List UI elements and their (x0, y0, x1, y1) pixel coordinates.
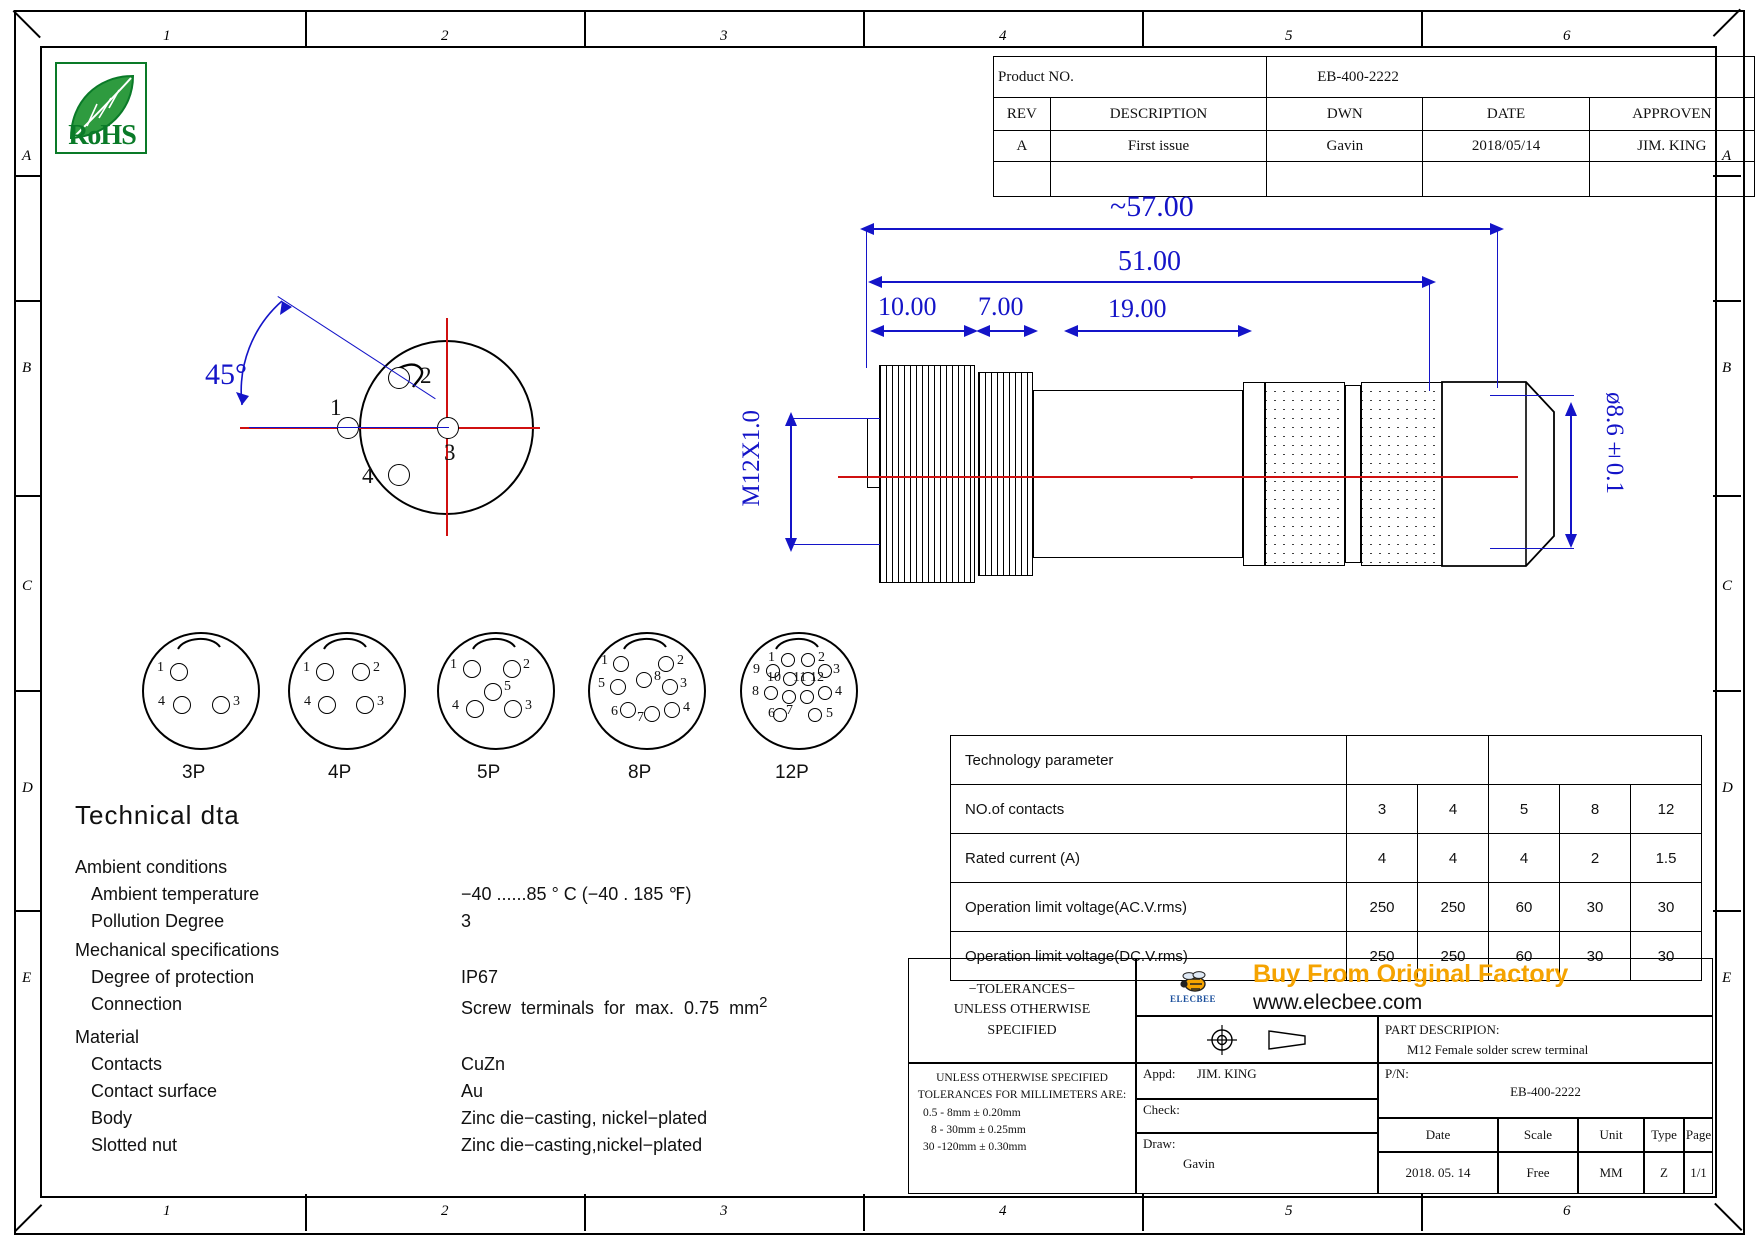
config-name-5p: 5P (477, 762, 501, 783)
rohs-logo (55, 62, 147, 154)
frame-col-label: 6 (1563, 28, 1571, 44)
section-head: Material (75, 1027, 140, 1047)
rev-dwn: Gavin (1267, 131, 1423, 162)
pin-label: 4 (452, 698, 459, 713)
frame-row-label: A (1722, 148, 1732, 164)
type-header: Type (1644, 1118, 1684, 1152)
tolerances-box (908, 958, 1136, 1063)
spec-label: Degree of protection (91, 967, 255, 987)
pin-label: 7 (786, 703, 793, 718)
frame-tick (584, 1194, 586, 1231)
rev-empty (1589, 162, 1754, 197)
table-row (994, 162, 1755, 197)
table-row (951, 785, 1702, 834)
keyway-notch (316, 633, 376, 663)
frame-tick (1142, 10, 1144, 46)
pin-hole (613, 656, 629, 672)
col-description: DESCRIPTION (1050, 98, 1266, 131)
appd-label: Appd: (1143, 1066, 1176, 1081)
pin-label: 2 (373, 660, 380, 675)
pin-hole (773, 708, 787, 722)
frame-tick (14, 690, 40, 692)
pin-hole (818, 686, 832, 700)
pin-label: 4 (835, 684, 842, 699)
frame-tick (1713, 690, 1741, 692)
revision-table (993, 56, 1755, 197)
frame-tick (863, 10, 865, 46)
frame-tick (14, 910, 40, 912)
elecbee-logo (1147, 964, 1239, 1010)
cell: 250 (1347, 932, 1418, 981)
row-label: Operation limit voltage(DC.V.rms) (951, 932, 1347, 981)
dim-line-51 (874, 281, 1430, 283)
cell: 8 (1560, 785, 1631, 834)
knurled-grip-section (978, 372, 1033, 576)
table-row (951, 883, 1702, 932)
pin-hole (173, 696, 191, 714)
angle-dimension: 45° (205, 358, 247, 391)
pin-hole (484, 683, 502, 701)
table-row (994, 98, 1755, 131)
frame-row-label: D (1722, 780, 1733, 796)
technical-data-block (75, 800, 915, 1156)
pin-label: 5 (598, 676, 605, 691)
pin-label: 10 (767, 670, 781, 685)
frame-col-label: 1 (163, 28, 171, 44)
check-label: Check: (1143, 1102, 1180, 1117)
spec-value: Zinc die−casting, nickel−plated (461, 1108, 708, 1128)
tol-note-1: UNLESS OTHERWISE SPECIFIED (936, 1072, 1108, 1084)
frame-col-label: 5 (1285, 1203, 1293, 1219)
pin-hole (352, 663, 370, 681)
rev-empty (1267, 162, 1423, 197)
pin-label: 1 (601, 653, 608, 668)
rev-value: A (994, 131, 1051, 162)
spec-value: Zinc die−casting,nickel−plated (461, 1135, 703, 1155)
spec-label: Connection (91, 994, 183, 1014)
part-desc-value: M12 Female solder screw terminal (1407, 1041, 1589, 1057)
pin-hole (764, 686, 778, 700)
title-block (908, 958, 1713, 1194)
pin-label-3: 3 (444, 440, 456, 465)
cell: 4 (1418, 834, 1489, 883)
dim-line-10 (876, 330, 972, 332)
tolerances-line2: UNLESS OTHERWISE (953, 1002, 1091, 1018)
keyway-notch (170, 633, 230, 663)
frame-col-label: 4 (999, 1203, 1007, 1219)
rohs-label: RoHS (68, 120, 136, 151)
frame-tick (863, 1194, 865, 1231)
bee-icon (1176, 970, 1210, 994)
shoulder-step (1243, 382, 1265, 566)
cell: 3 (1347, 785, 1418, 834)
unit-value: MM (1578, 1152, 1644, 1194)
frame-col-label: 4 (999, 28, 1007, 44)
dim-overall-label: ~57.00 (1110, 190, 1194, 223)
draw-value: Gavin (1183, 1156, 1215, 1171)
arrowhead-left (866, 273, 884, 291)
pin-label: 2 (677, 653, 684, 668)
appd-value: JIM. KING (1196, 1066, 1257, 1081)
pin-label: 3 (377, 694, 384, 709)
section-head: Ambient conditions (75, 857, 228, 877)
frame-row-label: E (1722, 970, 1732, 986)
pin-hole (466, 700, 484, 718)
frame-row-label: B (22, 360, 32, 376)
brand-box (1136, 958, 1713, 1016)
spec-label: Contact surface (91, 1081, 218, 1101)
spec-label: Pollution Degree (91, 911, 225, 931)
pin-hole (463, 660, 481, 678)
date-value: 2018. 05. 14 (1378, 1152, 1498, 1194)
scale-value: Free (1498, 1152, 1578, 1194)
pin-label: 9 (753, 662, 760, 677)
frame-tick (1421, 10, 1423, 46)
config-name-4p: 4P (328, 762, 352, 783)
frame-tick (1713, 300, 1741, 302)
pin-label: 4 (304, 694, 311, 709)
table-row (994, 131, 1755, 162)
arrowhead-left (868, 322, 886, 340)
col-date: DATE (1423, 98, 1589, 131)
pin-label: 3 (833, 662, 840, 677)
cell: 250 (1347, 883, 1418, 932)
table-row (994, 57, 1755, 98)
tol-note-5: 30 -120mm ± 0.30mm (923, 1141, 1027, 1153)
dim-diameter-label: ø8.6±0.1 (1601, 392, 1628, 494)
cell: 30 (1560, 883, 1631, 932)
pin-label: 6 (611, 704, 618, 719)
elecbee-logo-text: ELECBEE (1169, 994, 1217, 1004)
pin-label: 4 (683, 700, 690, 715)
dim-19-label: 19.00 (1108, 294, 1167, 323)
pin-label: 7 (637, 710, 644, 725)
arrowhead-right (1022, 322, 1040, 340)
pin-hole (644, 706, 660, 722)
tolerances-line3: SPECIFIED (987, 1022, 1057, 1038)
dim-10-label: 10.00 (878, 292, 937, 321)
frame-col-label: 2 (441, 1203, 449, 1219)
scale-header: Scale (1498, 1118, 1578, 1152)
cell: 30 (1560, 932, 1631, 981)
row-label: Rated current (A) (951, 834, 1347, 883)
frame-col-label: 6 (1563, 1203, 1571, 1219)
product-no-value: EB-400-2222 (1267, 57, 1755, 98)
col-rev: REV (994, 98, 1051, 131)
rev-empty (994, 162, 1051, 197)
spec-value: Au (461, 1081, 484, 1101)
hatched-section-b (1361, 382, 1443, 566)
extension-line (1497, 228, 1498, 388)
pin-label: 3 (233, 694, 240, 709)
pin-label: 8 (752, 684, 759, 699)
part-description-box (1378, 1016, 1713, 1063)
row-label: NO.of contacts (951, 785, 1347, 834)
pin-label: 5 (504, 679, 511, 694)
frame-row-label: C (22, 578, 33, 594)
frame-tick (1142, 1194, 1144, 1231)
pin-hole (212, 696, 230, 714)
section-head: Mechanical specifications (75, 940, 280, 960)
pin-hole (620, 702, 636, 718)
extension-line (866, 228, 867, 368)
part-desc-label: PART DESCRIPION: (1385, 1022, 1500, 1037)
cell: 2 (1560, 834, 1631, 883)
cell: 4 (1418, 785, 1489, 834)
techparam-title: Technology parameter (951, 736, 1347, 785)
spec-value: Screw terminals for max. 0.75 $mm^2$ (461, 994, 768, 1018)
frame-tick (14, 300, 40, 302)
pin-hole (610, 679, 626, 695)
extension-line (1429, 281, 1430, 391)
col-dwn: DWN (1267, 98, 1423, 131)
dim-line-overall (866, 228, 1498, 230)
projection-symbol-box (1136, 1016, 1378, 1063)
axis-centerline (838, 476, 1518, 478)
brand-website: www.elecbee.com (1253, 990, 1423, 1014)
type-value: Z (1644, 1152, 1684, 1194)
pin-label-2: 2 (420, 363, 432, 388)
pin-label: 1 (450, 657, 457, 672)
cell: 60 (1489, 932, 1560, 981)
pin-label: 12 (810, 670, 824, 685)
cone-projection-icon (1265, 1027, 1309, 1053)
pin-hole (782, 690, 796, 704)
cell: 250 (1418, 883, 1489, 932)
hatched-section-a (1265, 382, 1345, 566)
pin-hole (664, 702, 680, 718)
technical-data-title: Technical dta (75, 800, 240, 830)
rev-date: 2018/05/14 (1423, 131, 1589, 162)
brand-tagline: Buy From Original Factory (1253, 959, 1569, 988)
cell: 4 (1489, 834, 1560, 883)
frame-row-label: D (22, 780, 33, 796)
arrowhead-right (1236, 322, 1254, 340)
frame-row-label: E (22, 970, 32, 986)
frame-tick (1421, 1194, 1423, 1231)
frame-row-label: C (1722, 578, 1733, 594)
rev-approven: JIM. KING (1589, 131, 1754, 162)
pin-label: 2 (523, 657, 530, 672)
pin-hole (503, 660, 521, 678)
cell: 12 (1631, 785, 1702, 834)
dim-line-diameter (1570, 408, 1572, 540)
extension-line (790, 544, 880, 545)
spec-label: Body (91, 1108, 133, 1128)
pin-label: 1 (768, 650, 775, 665)
dim-line-thread (790, 418, 792, 544)
pin-hole (318, 696, 336, 714)
frame-row-label: B (1722, 360, 1732, 376)
pin-hole (801, 653, 815, 667)
unit-header: Unit (1578, 1118, 1644, 1152)
spec-label: Ambient temperature (91, 884, 260, 904)
cell: 30 (1631, 883, 1702, 932)
tolerances-title: −TOLERANCES− (968, 982, 1076, 998)
cell: 1.5 (1631, 834, 1702, 883)
page-value: 1/1 (1684, 1152, 1713, 1194)
first-angle-projection-icon (1205, 1023, 1239, 1057)
cell: 60 (1489, 883, 1560, 932)
pin-label: 3 (525, 698, 532, 713)
pin-label: 6 (768, 706, 775, 721)
product-no-label: Product NO. (994, 57, 1267, 98)
arrowhead-up (1562, 400, 1580, 418)
pin-hole (504, 700, 522, 718)
frame-col-label: 5 (1285, 28, 1293, 44)
date-header: Date (1378, 1118, 1498, 1152)
frame-row-label: A (22, 148, 32, 164)
pin-label: 8 (654, 669, 661, 684)
extension-line (790, 418, 880, 419)
pin-label: 1 (157, 660, 164, 675)
dim-51-label: 51.00 (1118, 246, 1181, 277)
frame-tick (584, 10, 586, 46)
frame-col-label: 3 (720, 1203, 728, 1219)
tol-note-2: TOLERANCES FOR MILLIMETERS ARE: (917, 1089, 1127, 1102)
pin-label: 4 (158, 694, 165, 709)
knurled-nut-section (879, 365, 975, 583)
appd-box (1136, 1063, 1378, 1099)
pin-hole (636, 672, 652, 688)
pin-hole (170, 663, 188, 681)
dim-thread-label: M12X1.0 (738, 410, 765, 507)
frame-tick (14, 175, 40, 177)
techparam-blank (1489, 736, 1702, 785)
frame-tick (1713, 910, 1741, 912)
pin-hole (356, 696, 374, 714)
spec-label: Slotted nut (91, 1135, 178, 1155)
spec-value: −40 ......85 ° C (−40 . 185 ℉) (461, 884, 692, 904)
spec-label: Contacts (91, 1054, 163, 1074)
angle-arc (230, 285, 390, 455)
page-header: Page (1684, 1118, 1713, 1152)
frame-col-label: 1 (163, 1203, 171, 1219)
cell: 30 (1631, 932, 1702, 981)
divider-ring (1345, 385, 1361, 563)
frame-tick (14, 495, 40, 497)
table-row (951, 736, 1702, 785)
check-box (1136, 1099, 1378, 1133)
pn-box (1378, 1063, 1713, 1118)
pn-value: EB-400-2222 (1510, 1084, 1581, 1099)
spec-value: CuZn (461, 1054, 506, 1074)
pin-label: 1 (303, 660, 310, 675)
tolerance-notes-box (908, 1063, 1136, 1194)
dim-line-19 (1070, 330, 1245, 332)
pin-label: 11 (793, 670, 807, 685)
table-row (951, 834, 1702, 883)
spec-value: IP67 (461, 967, 499, 987)
keyway-notch (465, 633, 525, 663)
dim-7-label: 7.00 (978, 292, 1024, 321)
axis-center-dot (1190, 476, 1193, 479)
spec-value: 3 (461, 911, 472, 931)
cell: 4 (1347, 834, 1418, 883)
config-name-3p: 3P (182, 762, 206, 783)
arrowhead-left (1062, 322, 1080, 340)
config-name-8p: 8P (628, 762, 652, 783)
arrowhead-left (974, 322, 992, 340)
pin-label-1: 1 (330, 395, 342, 420)
rev-empty (1423, 162, 1589, 197)
config-name-12p: 12P (775, 762, 809, 783)
pin-label: 3 (680, 676, 687, 691)
row-label: Operation limit voltage(AC.V.rms) (951, 883, 1347, 932)
frame-tick (305, 10, 307, 46)
frame-tick (305, 1194, 307, 1231)
cell: 5 (1489, 785, 1560, 834)
frame-col-label: 2 (441, 28, 449, 44)
rev-description: First issue (1050, 131, 1266, 162)
pin-hole (662, 679, 678, 695)
pin-hole (808, 708, 822, 722)
pin-hole (781, 653, 795, 667)
extension-line (1490, 395, 1574, 396)
draw-label: Draw: (1143, 1136, 1176, 1151)
technology-parameter-table (950, 735, 1702, 981)
tapered-nose (1440, 378, 1565, 570)
cell: 250 (1418, 932, 1489, 981)
barrel-body (1033, 390, 1243, 558)
frame-col-label: 3 (720, 28, 728, 44)
draw-box (1136, 1133, 1378, 1194)
pin-hole (316, 663, 334, 681)
tol-note-4: 8 - 30mm ± 0.25mm (931, 1123, 1026, 1136)
pin-label: 2 (818, 650, 825, 665)
extension-line (1490, 548, 1574, 549)
techparam-blank (1347, 736, 1489, 785)
pin-label: 5 (826, 706, 833, 721)
col-approven: APPROVEN (1589, 98, 1754, 131)
pin-label-4: 4 (362, 463, 374, 488)
pin-hole (800, 690, 814, 704)
pn-label: P/N: (1385, 1066, 1409, 1081)
pin-hole-4 (388, 464, 410, 486)
tol-note-3: 0.5 - 8mm ± 0.20mm (923, 1106, 1021, 1119)
frame-tick (1713, 495, 1741, 497)
